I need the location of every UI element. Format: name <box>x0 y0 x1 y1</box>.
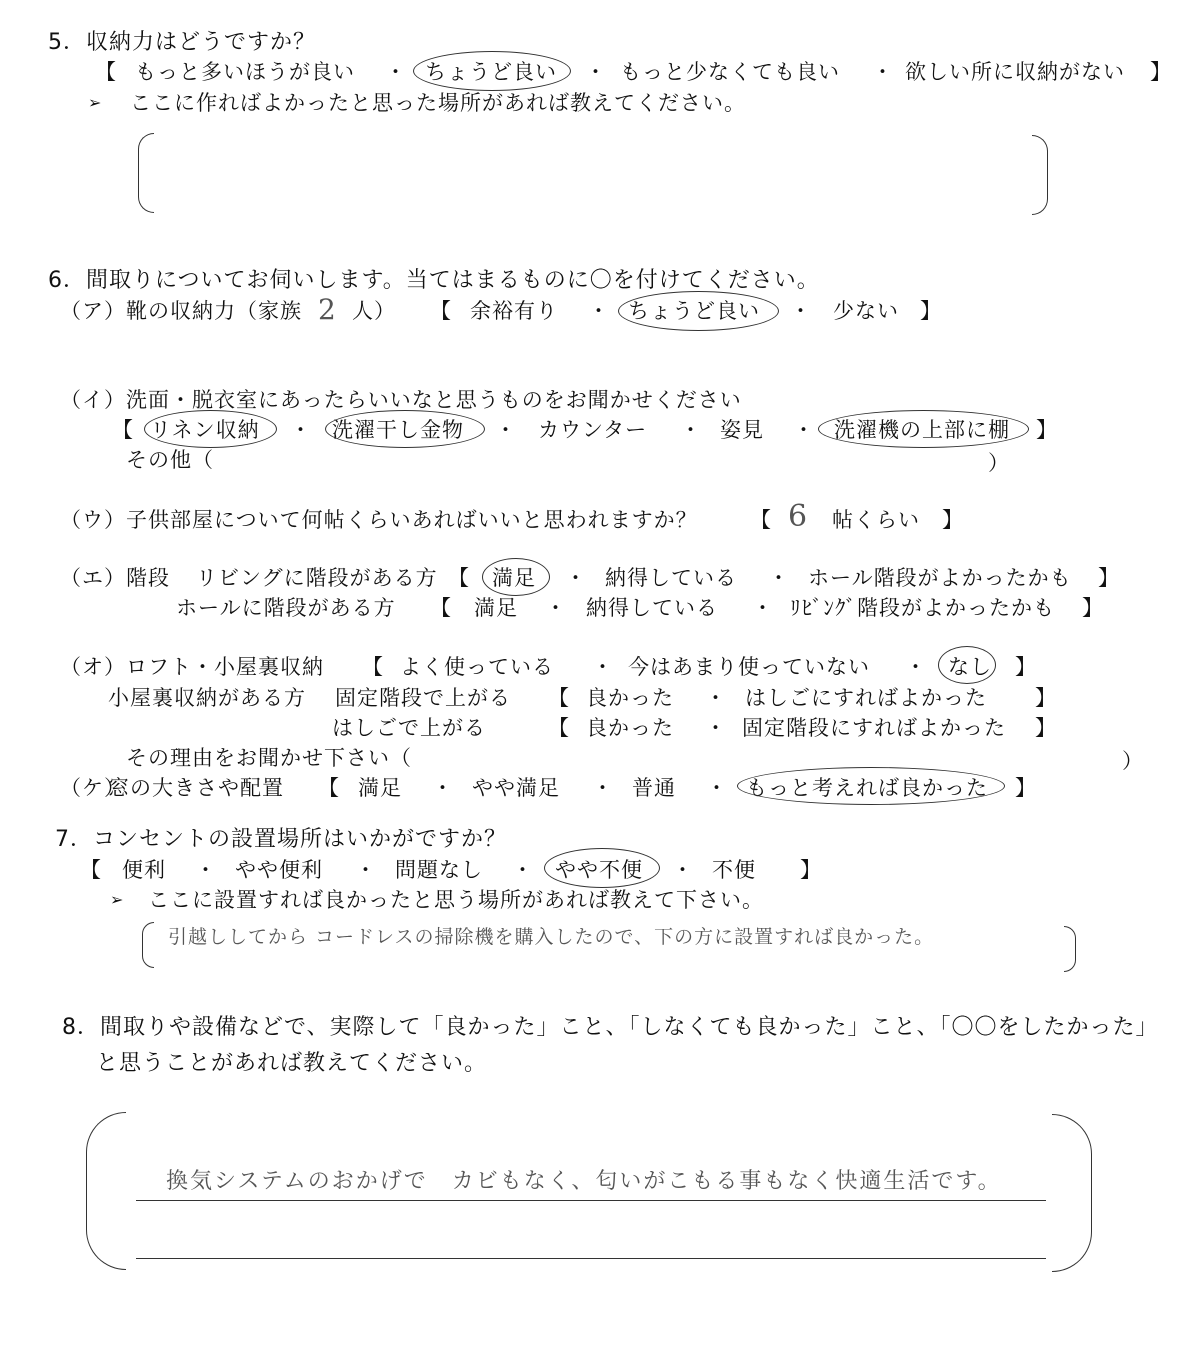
q6a-selected-circle <box>618 291 779 331</box>
q6i-dot-2: ・ <box>495 418 517 442</box>
q6i-option-laundry-hardware[interactable]: 洗濯干し金物 <box>332 418 464 442</box>
q5-option-less[interactable]: もっと少なくても良い <box>620 60 840 84</box>
q7-option-no-problem[interactable]: 問題なし <box>395 858 483 882</box>
q6e-row2-bracket-open: 【 <box>430 596 452 620</box>
q6e-row2-bracket-close: 】 <box>1082 596 1104 620</box>
q5-selected-circle <box>413 51 571 91</box>
q5-title: 5．収納力はどうですか？ <box>48 30 316 55</box>
q6o-sub1-option-good[interactable]: 良かった <box>586 686 674 710</box>
q6e-row2-option-convinced[interactable]: 納得している <box>586 596 718 620</box>
q8-answer-bracket-right <box>1052 1114 1092 1272</box>
q6o-sub2-bracket-close: 】 <box>1035 716 1057 740</box>
q6ke-dot-2: ・ <box>592 776 614 800</box>
q6a-option-plenty[interactable]: 余裕有り <box>470 299 558 323</box>
q6o-dot-1: ・ <box>592 655 614 679</box>
q7-bracket-close: 】 <box>800 858 822 882</box>
q6ke-selected-circle <box>737 767 1005 805</box>
q6e-row2-dot-2: ・ <box>752 596 774 620</box>
q6a-option-few[interactable]: 少ない <box>833 299 899 323</box>
q6o-reason-close: ） <box>1122 749 1144 773</box>
q7-option-convenient[interactable]: 便利 <box>122 858 166 882</box>
q6u-value[interactable]: 6 <box>788 499 810 534</box>
q6ke-label: （ケ） <box>60 776 126 800</box>
q6e-row1-label: リビングに階段がある方 <box>196 566 438 590</box>
q6o-sub1-bracket-close: 】 <box>1035 686 1057 710</box>
q6o-sub2-dot: ・ <box>705 716 727 740</box>
q6o-sub1-dot: ・ <box>705 686 727 710</box>
q7-dot-3: ・ <box>512 858 534 882</box>
q6o-text: ロフト・小屋裏収納 <box>126 655 324 679</box>
q6o-option-rarely[interactable]: 今はあまり使っていない <box>628 655 870 679</box>
q5-option-missing[interactable]: 欲しい所に収納がない <box>905 60 1125 84</box>
q8-answer-text[interactable]: 換気システムのおかげで カビもなく、匂いがこもる事もなく快適生活です。 <box>166 1169 1002 1194</box>
q6i-other-close: ） <box>988 451 1010 475</box>
q6i-dot-1: ・ <box>290 418 312 442</box>
q6e-text: 階段 <box>126 566 170 590</box>
q5-option-just-right[interactable]: ちょうど良い <box>425 60 557 84</box>
q6u-bracket-close: 】 <box>942 508 964 532</box>
q8-answer-bracket-left <box>86 1112 126 1270</box>
q5-prompt: ここに作ればよかったと思った場所があれば教えてください。 <box>130 91 746 115</box>
q6o-sub2-option-fixed[interactable]: 固定階段にすればよかった <box>742 716 1006 740</box>
q6e-row1-option-satisfied[interactable]: 満足 <box>492 566 536 590</box>
q6a-bracket-open: 【 <box>430 299 452 323</box>
q6i-dot-4: ・ <box>793 418 815 442</box>
q6o-sub1-label: 固定階段で上がる <box>335 686 511 710</box>
q6i-label: （イ） <box>60 388 126 412</box>
q6i-option-counter[interactable]: カウンター <box>538 418 648 442</box>
q6ke-option-normal[interactable]: 普通 <box>632 776 676 800</box>
q6-title: 6．間取りについてお伺いします。当てはまるものに〇を付けてください。 <box>48 268 820 293</box>
q6u-label: （ウ） <box>60 508 126 532</box>
q7-bracket-open: 【 <box>80 858 102 882</box>
q6i-laundry-circle <box>325 410 485 448</box>
q7-option-fairly-convenient[interactable]: やや便利 <box>235 858 323 882</box>
q6a-option-just-right[interactable]: ちょうど良い <box>628 299 760 323</box>
q6ke-bracket-open: 【 <box>318 776 340 800</box>
q7-answer-bracket-right <box>1064 926 1076 972</box>
q6e-row2-dot-1: ・ <box>545 596 567 620</box>
q5-dot-1: ・ <box>385 60 407 84</box>
q6o-reason-field[interactable] <box>426 745 1116 771</box>
q6e-row2-option-living[interactable]: ﾘﾋﾞﾝｸﾞ階段がよかったかも <box>790 596 1055 620</box>
q6a-dot-2: ・ <box>790 299 812 323</box>
q6o-label: （オ） <box>60 655 126 679</box>
q6e-row1-bracket-open: 【 <box>448 566 470 590</box>
q5-answer-bracket-left <box>138 133 154 213</box>
q6i-other-field[interactable] <box>226 447 986 473</box>
q6e-row1-selected-circle <box>482 558 550 596</box>
q7-title: 7．コンセントの設置場所はいかがですか？ <box>55 827 507 852</box>
q6a-bracket-close: 】 <box>920 299 942 323</box>
q5-arrow-icon: ➢ <box>88 93 102 112</box>
q6i-option-shelf[interactable]: 洗濯機の上部に棚 <box>834 418 1010 442</box>
q6u-text: 子供部屋について何帖くらいあればいいと思われますか？ <box>126 508 698 532</box>
q6i-linen-circle <box>144 410 277 448</box>
q6i-bracket-open: 【 <box>112 418 134 442</box>
q5-option-more[interactable]: もっと多いほうが良い <box>135 60 355 84</box>
q5-answer-bracket-right <box>1032 135 1048 215</box>
q7-selected-circle <box>544 848 660 888</box>
q6o-dot-2: ・ <box>905 655 927 679</box>
q6o-sub2-option-good[interactable]: 良かった <box>586 716 674 740</box>
q6a-dot-1: ・ <box>588 299 610 323</box>
q7-answer-text[interactable]: 引越ししてから コードレスの掃除機を購入したので、下の方に設置すれば良かった。 <box>168 926 935 948</box>
q7-dot-4: ・ <box>672 858 694 882</box>
q8-answer-line-2 <box>136 1258 1046 1259</box>
q6o-bracket-close: 】 <box>1015 655 1037 679</box>
q5-dot-3: ・ <box>872 60 894 84</box>
q7-answer-bracket-left <box>142 922 154 968</box>
q6i-bracket-close: 】 <box>1036 418 1058 442</box>
q6e-row1-bracket-close: 】 <box>1098 566 1120 590</box>
q6e-label: （エ） <box>60 566 126 590</box>
q6i-option-mirror[interactable]: 姿見 <box>720 418 764 442</box>
q6i-text: 洗面・脱衣室にあったらいいなと思うものをお聞かせください <box>126 388 742 412</box>
q7-dot-2: ・ <box>355 858 377 882</box>
q5-bracket-open: 【 <box>95 60 117 84</box>
q6o-option-use-often[interactable]: よく使っている <box>400 655 554 679</box>
q7-dot-1: ・ <box>195 858 217 882</box>
q6a-count: 2 <box>318 293 338 326</box>
q8-title: 8．間取りや設備などで、実際して「良かった」こと、「しなくても良かった」こと、「〇〇をしたかった」 <box>62 1015 1159 1040</box>
q6o-sub1-bracket-open: 【 <box>548 686 570 710</box>
q6o-reason-label: その理由をお聞かせ下さい（ <box>126 746 412 770</box>
q6ke-text: 窓の大きさや配置 <box>108 776 284 800</box>
q6e-row1-dot-2: ・ <box>768 566 790 590</box>
q7-option-inconvenient[interactable]: 不便 <box>712 858 756 882</box>
q6o-selected-circle <box>938 646 996 684</box>
q6e-row1-dot-1: ・ <box>565 566 587 590</box>
q6e-row2-label: ホールに階段がある方 <box>176 596 396 620</box>
q6ke-bracket-close: 】 <box>1015 776 1037 800</box>
q6i-dot-3: ・ <box>680 418 702 442</box>
q8-title-line2: と思うことがあれば教えてください。 <box>96 1051 488 1076</box>
q5-bracket-close: 】 <box>1150 60 1172 84</box>
q6u-bracket-open: 【 <box>750 508 772 532</box>
q6i-shelf-circle <box>818 410 1029 448</box>
q6o-sub-label: 小屋裏収納がある方 <box>108 686 306 710</box>
q6o-option-none[interactable]: なし <box>948 655 992 679</box>
q6ke-option-should-consider[interactable]: もっと考えれば良かった <box>746 776 988 800</box>
q6i-other-label: その他（ <box>126 448 214 472</box>
q6e-row2-option-satisfied[interactable]: 満足 <box>474 596 518 620</box>
q6a-label: （ア） <box>60 299 126 323</box>
q6u-unit: 帖くらい <box>832 508 920 532</box>
q7-arrow-icon: ➢ <box>110 890 124 909</box>
q6a-text: 靴の収納力（家族 <box>126 299 302 323</box>
q8-answer-line-1 <box>136 1200 1046 1201</box>
q6ke-option-somewhat[interactable]: やや満足 <box>472 776 560 800</box>
q7-option-somewhat-inconvenient[interactable]: やや不便 <box>555 858 643 882</box>
q6e-row1-option-hall[interactable]: ホール階段がよかったかも <box>808 566 1072 590</box>
q6o-sub2-bracket-open: 【 <box>548 716 570 740</box>
q6o-sub1-option-ladder[interactable]: はしごにすればよかった <box>745 686 987 710</box>
q6a-text-2: 人） <box>352 299 396 323</box>
q6e-row1-option-convinced[interactable]: 納得している <box>605 566 737 590</box>
q6o-sub2-label: はしごで上がる <box>332 716 486 740</box>
q5-dot-2: ・ <box>585 60 607 84</box>
q6o-bracket-open: 【 <box>362 655 384 679</box>
q6ke-dot-1: ・ <box>432 776 454 800</box>
q5-answer-field[interactable] <box>156 135 1030 211</box>
q6ke-dot-3: ・ <box>706 776 728 800</box>
q7-prompt: ここに設置すれば良かったと思う場所があれば教えて下さい。 <box>148 888 764 912</box>
q6ke-option-satisfied[interactable]: 満足 <box>358 776 402 800</box>
q6i-option-linen[interactable]: リネン収納 <box>150 418 260 442</box>
